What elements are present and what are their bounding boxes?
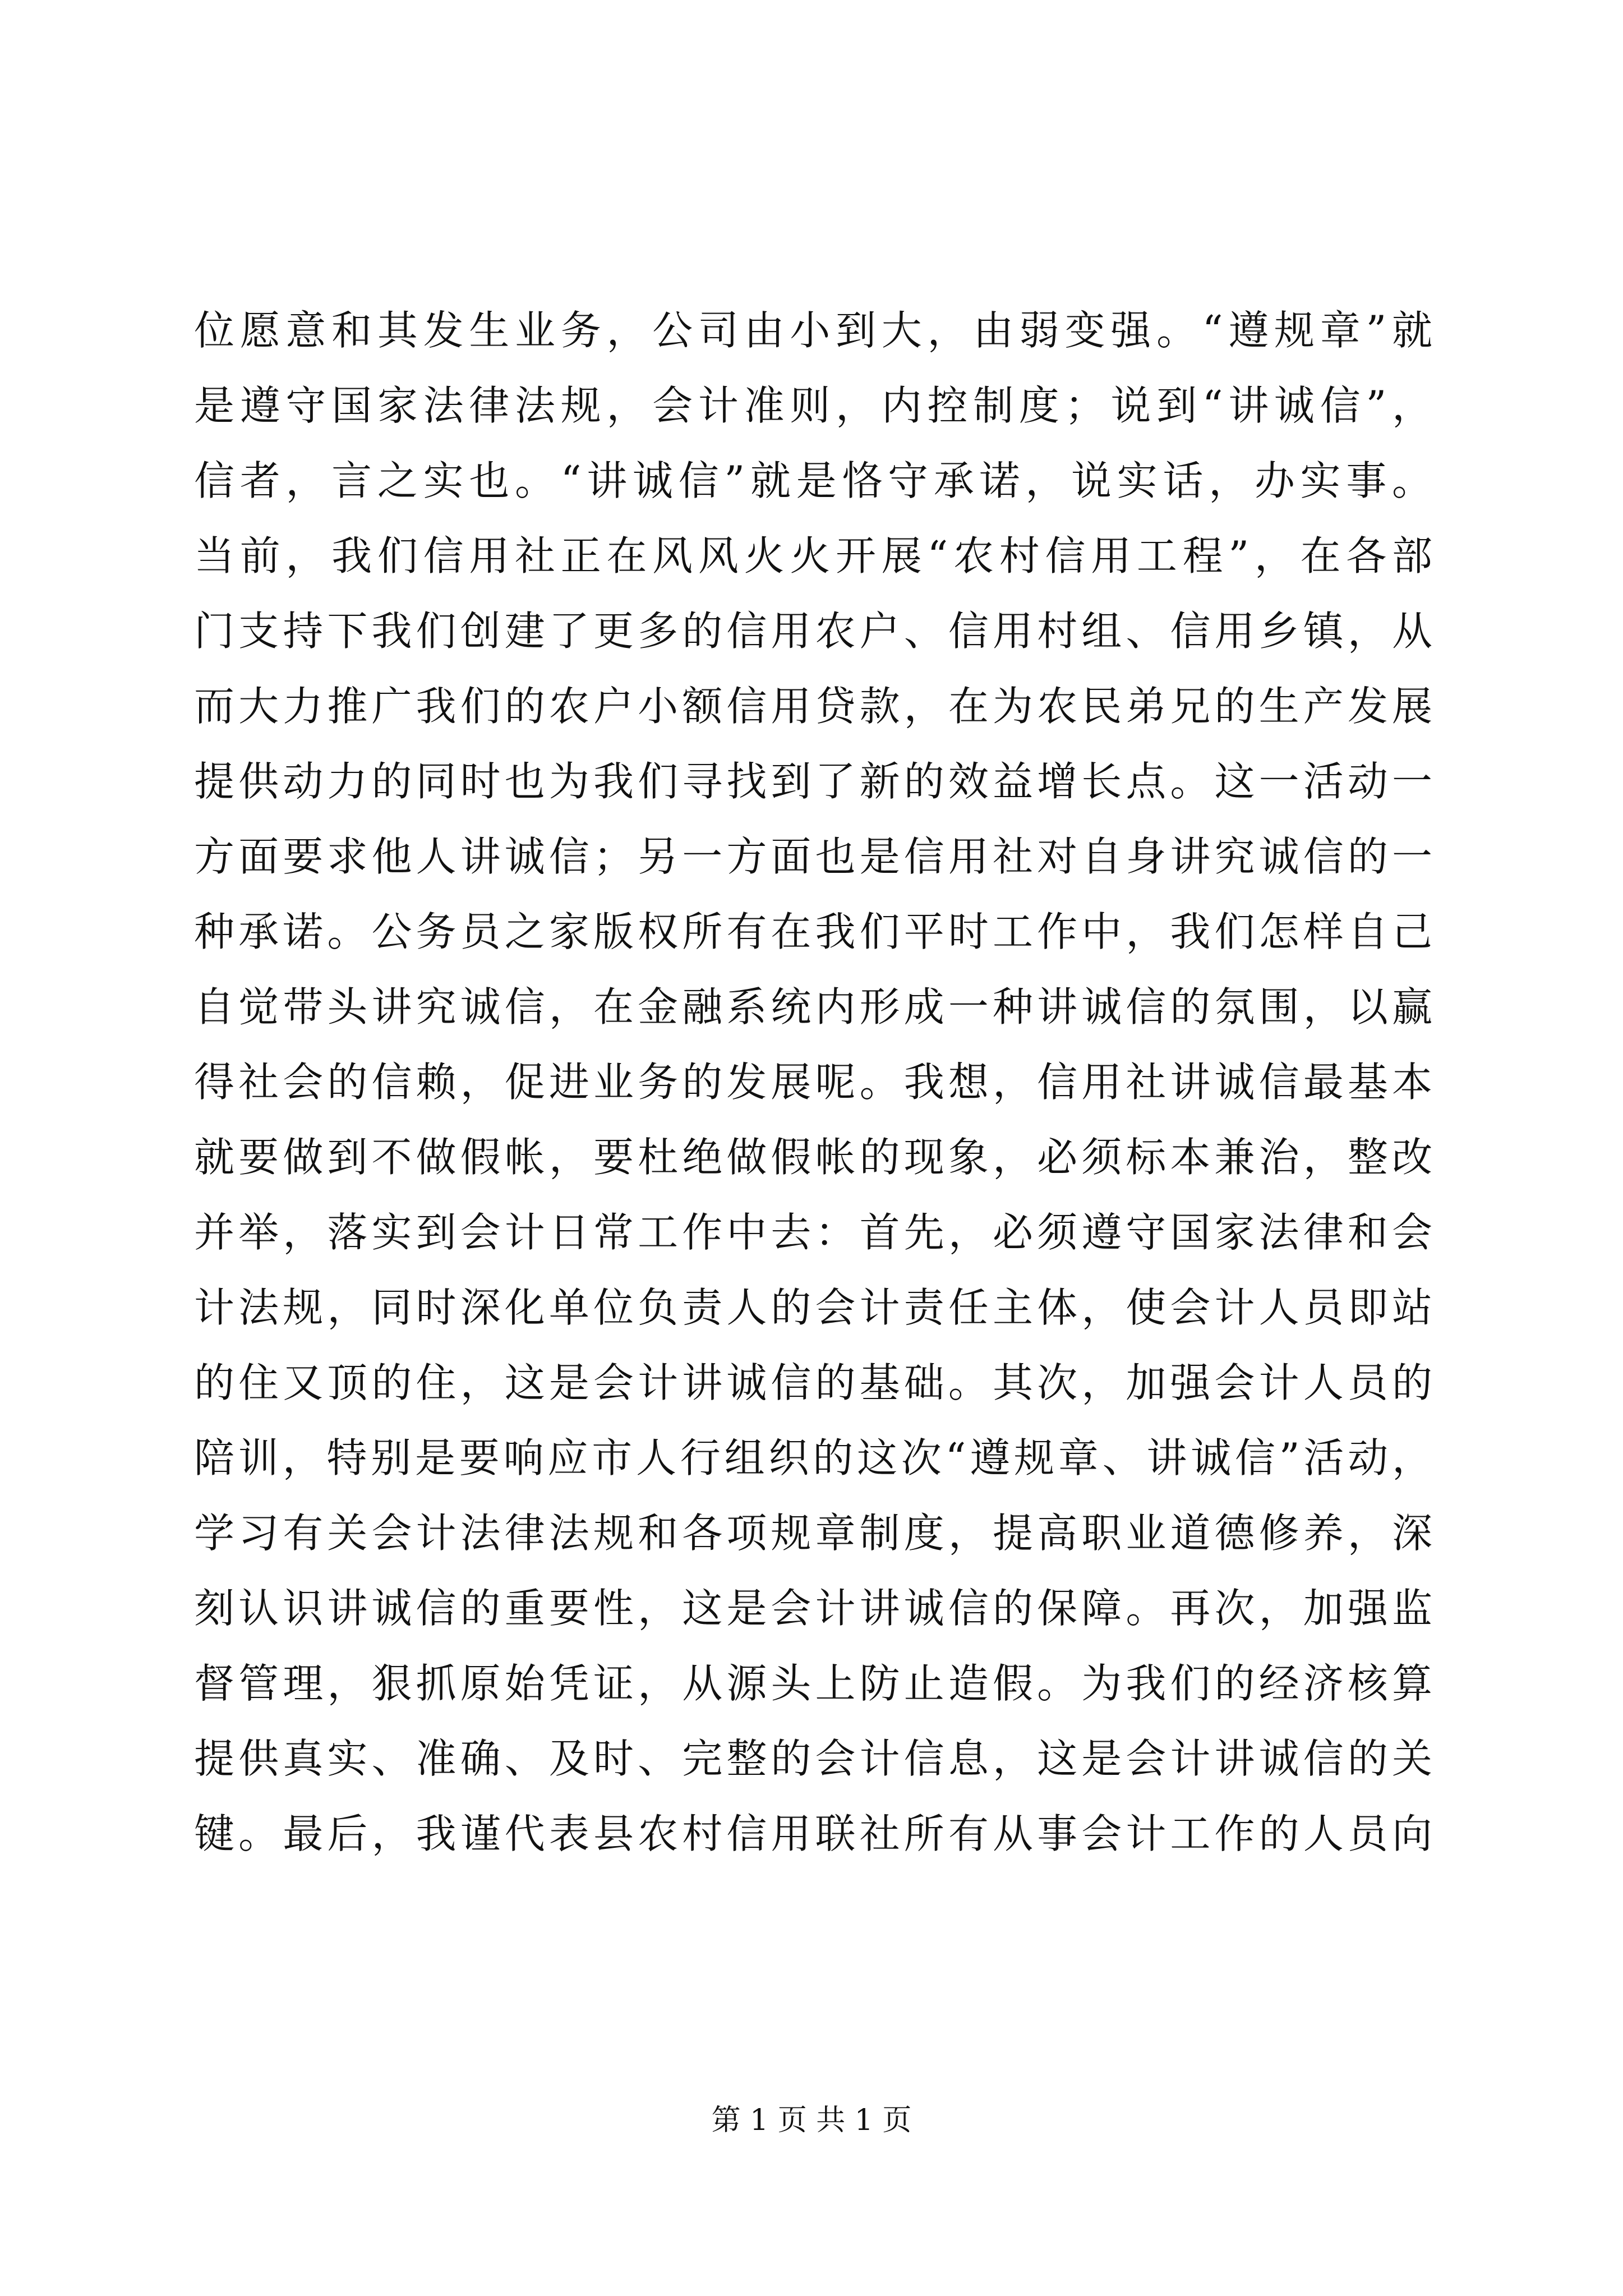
text-line: 提供真实、准确、及时、完整的会计信息，这是会计讲诚信的关: [194, 1735, 1432, 1782]
text-line: 而大力推广我们的农户小额信用贷款，在为农民弟兄的生产发展: [194, 683, 1432, 730]
text-line: 学习有关会计法律法规和各项规章制度，提高职业道德修养，深: [194, 1510, 1432, 1557]
text-line: 的住又顶的住，这是会计讲诚信的基础。其次，加强会计人员的: [194, 1359, 1432, 1406]
text-line: 陪训，特别是要响应市人行组织的这次“遵规章、讲诚信”活动，: [194, 1434, 1432, 1481]
text-line: 键。最后，我谨代表县农村信用联社所有从事会计工作的人员向: [194, 1810, 1432, 1857]
page-footer: [0, 2101, 1623, 2140]
text-line: 位愿意和其发生业务，公司由小到大，由弱变强。“遵规章”就: [194, 307, 1432, 354]
text-line: 提供动力的同时也为我们寻找到了新的效益增长点。这一活动一: [194, 758, 1432, 805]
text-line: 信者，言之实也。“讲诚信”就是恪守承诺，说实话，办实事。: [194, 457, 1432, 504]
text-line: 门支持下我们创建了更多的信用农户、信用村组、信用乡镇，从: [194, 608, 1432, 655]
text-line: 是遵守国家法律法规，会计准则，内控制度；说到“讲诚信”，: [194, 382, 1432, 429]
text-line: 督管理，狠抓原始凭证，从源头上防止造假。为我们的经济核算: [194, 1660, 1432, 1707]
text-line: 就要做到不做假帐，要杜绝做假帐的现象，必须标本兼治，整改: [194, 1134, 1432, 1181]
text-line: 种承诺。公务员之家版权所有在我们平时工作中，我们怎样自己: [194, 908, 1432, 955]
text-line: 刻认识讲诚信的重要性，这是会计讲诚信的保障。再次，加强监: [194, 1585, 1432, 1632]
text-line: 计法规，同时深化单位负责人的会计责任主体，使会计人员即站: [194, 1284, 1432, 1331]
text-line: 并举，落实到会计日常工作中去：首先，必须遵守国家法律和会: [194, 1209, 1432, 1256]
text-line: 方面要求他人讲诚信；另一方面也是信用社对自身讲究诚信的一: [194, 833, 1432, 880]
page-number: 第 1 页 共 1 页: [711, 2104, 912, 2137]
body-text: [194, 293, 1432, 1871]
text-line: 当前，我们信用社正在风风火火开展“农村信用工程”，在各部: [194, 532, 1432, 579]
text-line: 自觉带头讲究诚信，在金融系统内形成一种讲诚信的氛围，以赢: [194, 983, 1432, 1030]
text-line: 得社会的信赖，促进业务的发展呢。我想，信用社讲诚信最基本: [194, 1059, 1432, 1106]
